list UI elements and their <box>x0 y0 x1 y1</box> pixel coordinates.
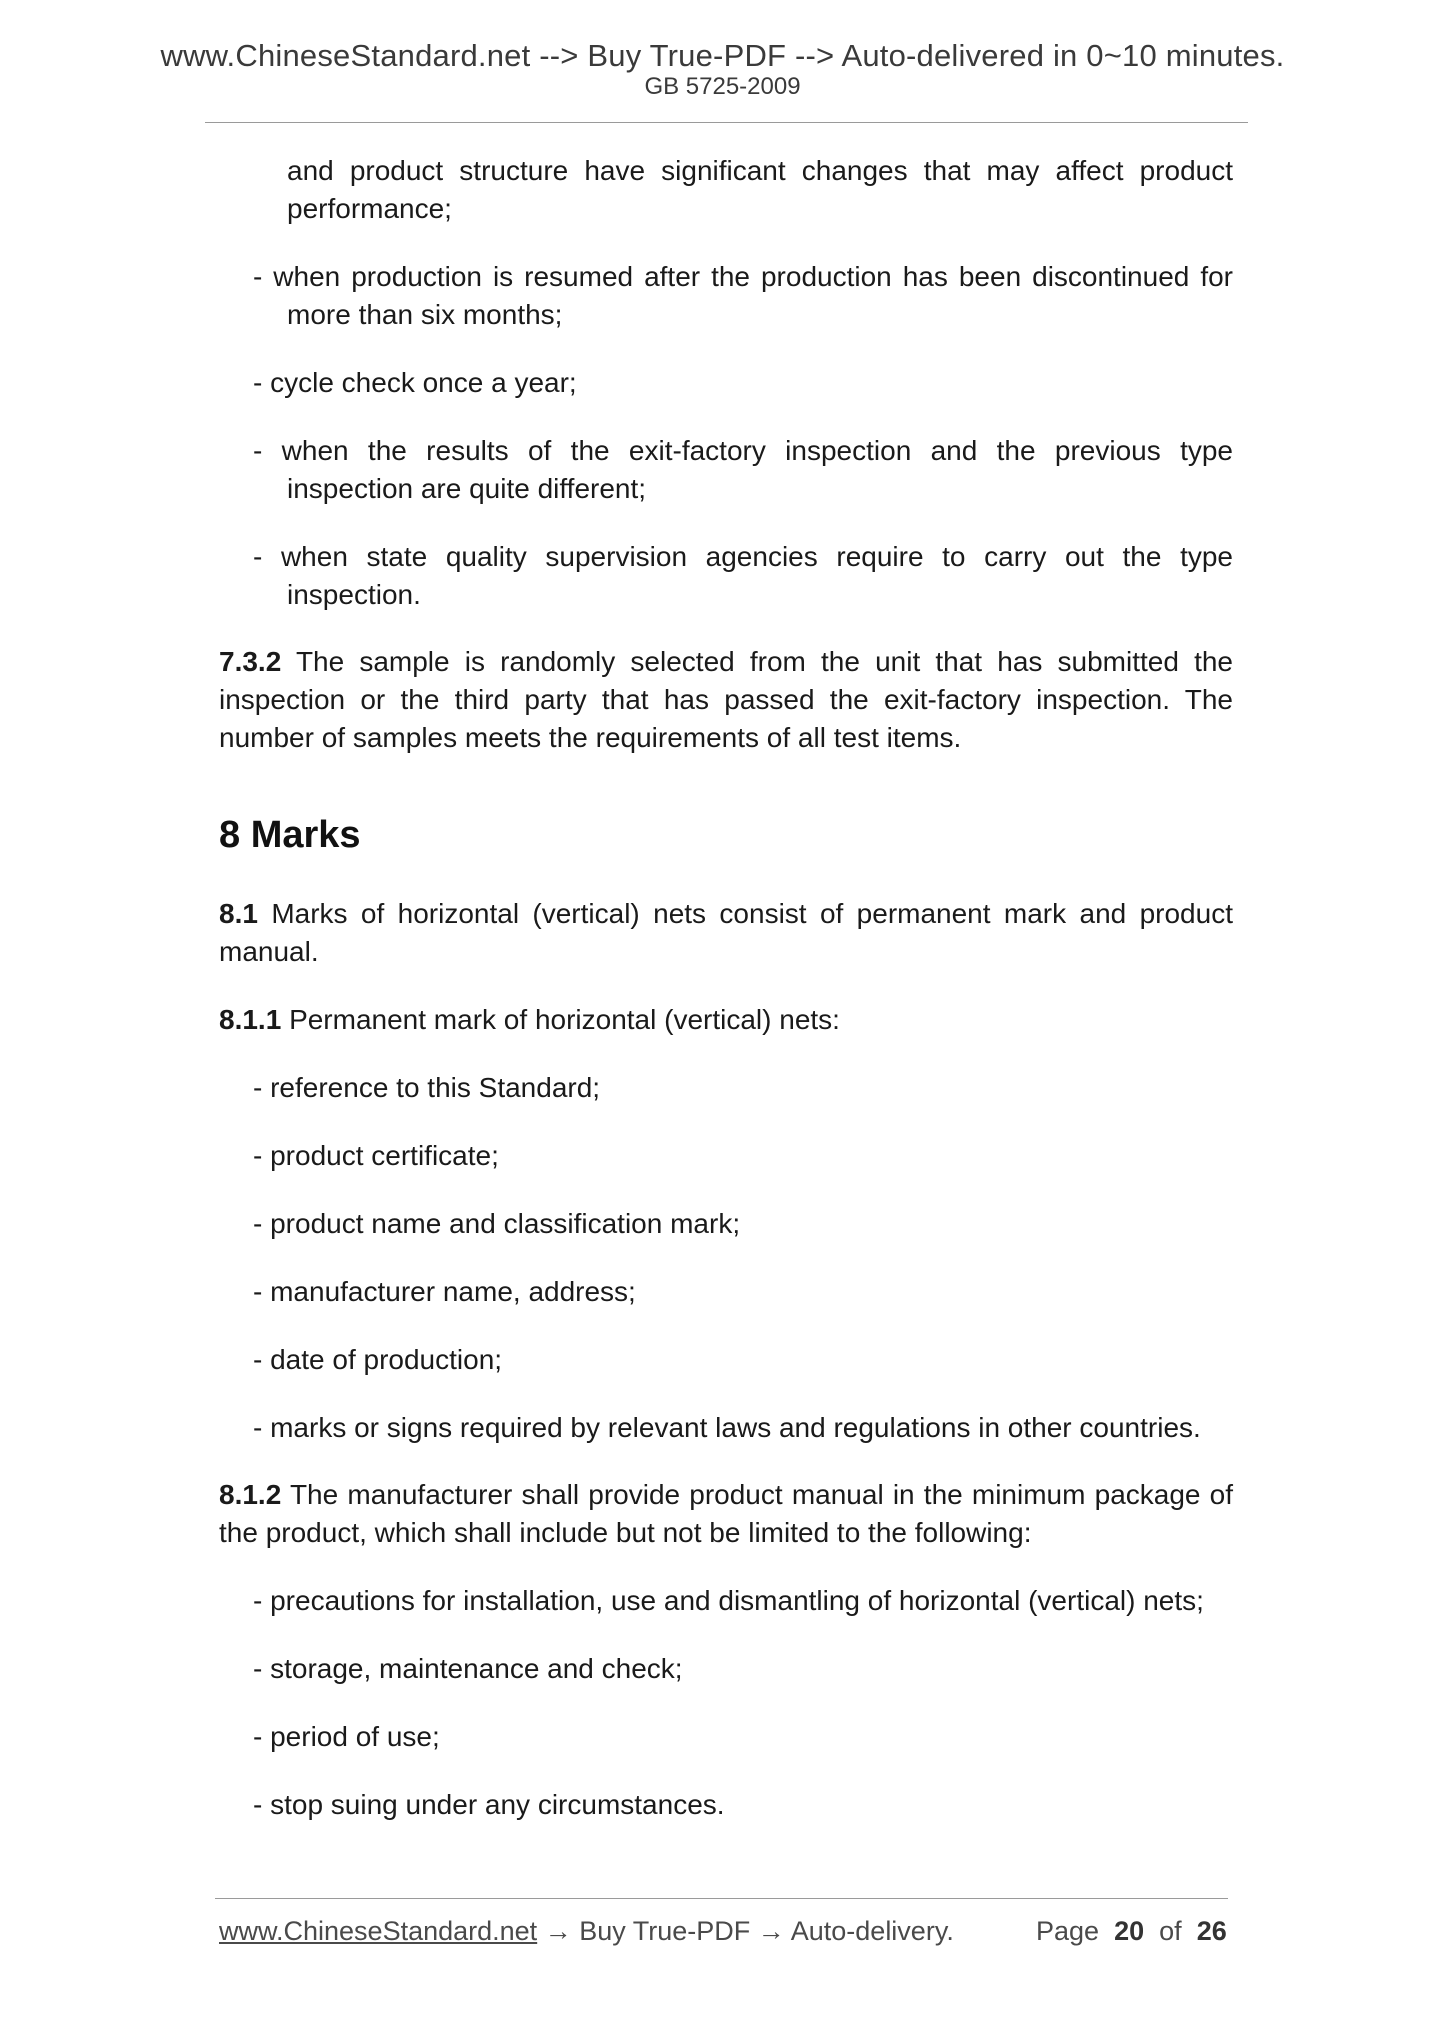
list-item: - marks or signs required by relevant laws and regulations in other countries. <box>253 1412 1201 1443</box>
clause-text: The manufacturer shall provide product manual in the minimum package of the product, which shall include but not be limited to the following: <box>219 1479 1233 1548</box>
list-item: - reference to this Standard; <box>253 1072 601 1103</box>
clause-text: The sample is randomly selected from the unit that has submitted the inspection or the third party that has passed the exit-factory inspection. The number of samples meets the requirements of all test items. <box>219 646 1234 753</box>
footer-divider <box>215 1898 1228 1899</box>
list-item: - product name and classification mark; <box>253 1208 741 1239</box>
page-number: 20 <box>1114 1916 1145 1946</box>
list-item: - date of production; <box>253 1344 503 1375</box>
list-item: - storage, maintenance and check; <box>253 1653 683 1684</box>
page-indicator <box>1036 1916 1227 1947</box>
of-label: of <box>1159 1916 1182 1946</box>
standard-code: GB 5725-2009 <box>644 73 801 100</box>
clause-number: 8.1.1 <box>219 1004 282 1035</box>
clause-text: Marks of horizontal (vertical) nets consist of permanent mark and product manual. <box>219 898 1233 967</box>
list-item: - period of use; <box>253 1721 440 1752</box>
clause-7-3-2 <box>219 643 1233 757</box>
total-pages: 26 <box>1196 1916 1227 1946</box>
clause-8-1 <box>219 895 1233 971</box>
header-banner: www.ChineseStandard.net --> Buy True-PDF --> Auto-delivered in 0~10 minutes. <box>160 38 1285 73</box>
clause-8-1-1 <box>219 1001 1233 1039</box>
clause-8-1-2 <box>219 1476 1233 1552</box>
header-divider <box>205 122 1248 123</box>
list-item: - precautions for installation, use and dismantling of horizontal (vertical) nets; <box>253 1585 1204 1616</box>
clause-number: 8.1 <box>219 898 258 929</box>
list-item: - when state quality supervision agencies require to carry out the type inspection. <box>253 541 1233 610</box>
section-heading: 8 Marks <box>219 814 361 856</box>
footer-promo <box>219 1916 954 1947</box>
list-item: - cycle check once a year; <box>253 367 577 398</box>
clause-number: 8.1.2 <box>219 1479 282 1510</box>
clause-text: Permanent mark of horizontal (vertical) nets: <box>289 1004 840 1035</box>
footer-promo-text: → Buy True-PDF → Auto-delivery. <box>537 1916 954 1946</box>
page-content <box>219 152 1233 1824</box>
clause-number: 7.3.2 <box>219 646 282 677</box>
list-item: - when production is resumed after the production has been discontinued for more than six months; <box>253 261 1233 330</box>
list-item: - when the results of the exit-factory inspection and the previous type inspection are quite different; <box>253 435 1233 504</box>
page-label: Page <box>1036 1916 1100 1946</box>
list-item: - stop suing under any circumstances. <box>253 1789 725 1820</box>
list-item: - manufacturer name, address; <box>253 1276 636 1307</box>
list-item: - product certificate; <box>253 1140 499 1171</box>
list-item-continuation: and product structure have significant changes that may affect product performance; <box>287 155 1233 224</box>
footer-link[interactable]: www.ChineseStandard.net <box>219 1916 538 1946</box>
